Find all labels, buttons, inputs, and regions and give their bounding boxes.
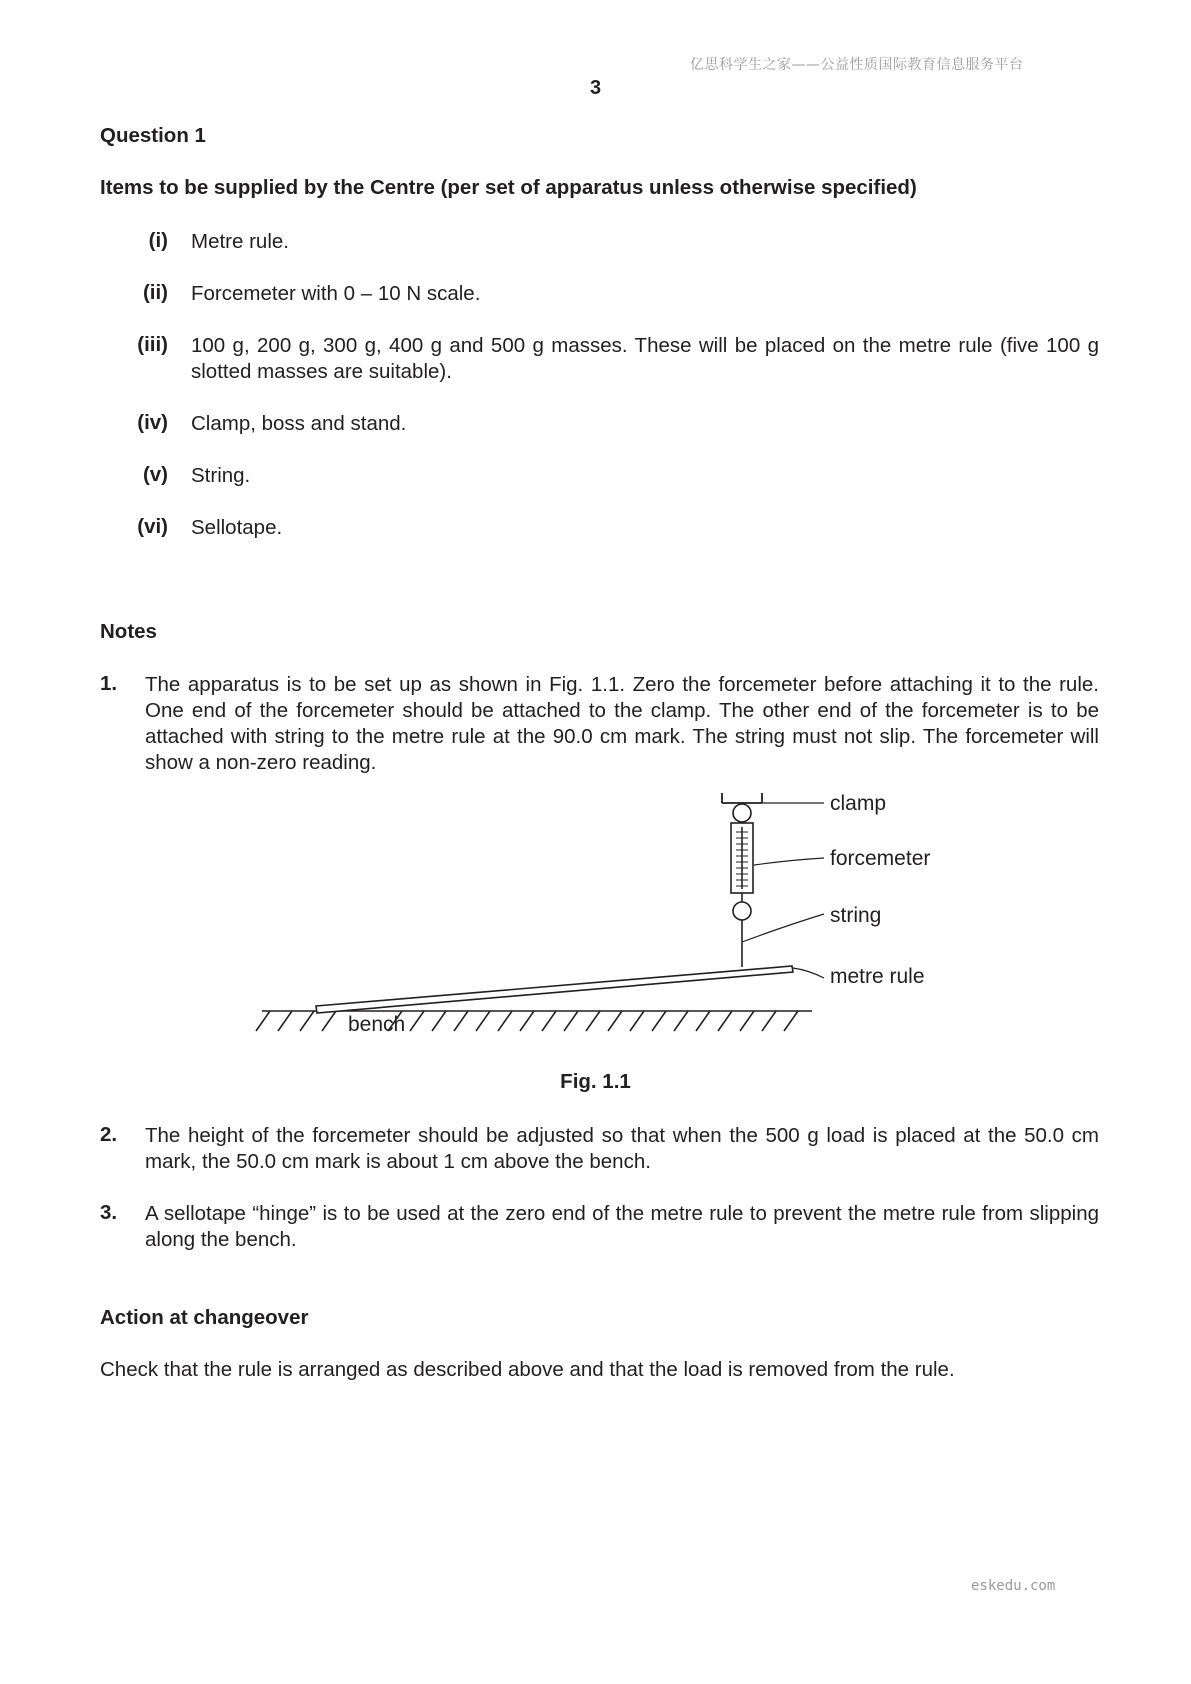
- footer-site: eskedu.com: [971, 1578, 1056, 1594]
- item-text: String.: [191, 464, 251, 487]
- action-heading: Action at changeover: [100, 1306, 309, 1329]
- note-text: The apparatus is to be set up as shown in Fig. 1.1. Zero the forcemeter before attaching it to the rule. One end of the forcemeter should be attached to the clamp. The other end of the forcemeter is to be attached with string to the metre rule at the 90.0 cm mark. The string must not slip. The forcemeter will show a non-zero reading.: [145, 673, 1099, 774]
- note-text: A sellotape “hinge” is to be used at the zero end of the metre rule to prevent the metre rule from slipping along the bench.: [145, 1202, 1099, 1251]
- item-number: (iv): [137, 411, 168, 434]
- string-label: string: [830, 904, 882, 927]
- item-text: Forcemeter with 0 – 10 N scale.: [191, 282, 481, 305]
- forcemeter: [731, 804, 753, 920]
- item-number: (ii): [142, 281, 168, 304]
- item-number: (iii): [137, 333, 168, 356]
- notes-heading: Notes: [100, 620, 157, 643]
- figure-caption: Fig. 1.1: [560, 1070, 631, 1093]
- watermark: 亿思科学生之家——公益性质国际教育信息服务平台: [690, 57, 1024, 73]
- figure-apparatus-diagram: [250, 790, 950, 1050]
- note-number: 3.: [100, 1201, 118, 1224]
- item-text: 100 g, 200 g, 300 g, 400 g and 500 g masses. These will be placed on the metre rule (five 100 g slotted masses are suitable).: [191, 334, 1099, 383]
- item-text: Metre rule.: [191, 230, 289, 253]
- question-title: Question 1: [100, 124, 206, 147]
- note-number: 2.: [100, 1123, 118, 1146]
- note-text: The height of the forcemeter should be adjusted so that when the 500 g load is placed at the 50.0 cm mark, the 50.0 cm mark is about 1 cm above the bench.: [145, 1124, 1099, 1173]
- forcemeter-label: forcemeter: [830, 847, 931, 870]
- clamp: [722, 793, 762, 803]
- item-number: (v): [142, 463, 168, 486]
- bench-surface: [256, 1011, 812, 1031]
- label-leaders: [742, 803, 824, 978]
- item-text: Sellotape.: [191, 516, 283, 539]
- item-text: Clamp, boss and stand.: [191, 412, 407, 435]
- metre-rule: [316, 966, 793, 1013]
- action-text: Check that the rule is arranged as described above and that the load is removed from the rule.: [100, 1358, 955, 1381]
- metre-rule-label: metre rule: [830, 965, 925, 988]
- clamp-label: clamp: [830, 792, 887, 815]
- item-number: (i): [148, 229, 168, 252]
- items-heading: Items to be supplied by the Centre (per set of apparatus unless otherwise specified): [100, 176, 917, 199]
- bench-label: bench: [348, 1013, 406, 1036]
- note-number: 1.: [100, 672, 118, 695]
- page-number: 3: [589, 77, 602, 99]
- item-number: (vi): [137, 515, 168, 538]
